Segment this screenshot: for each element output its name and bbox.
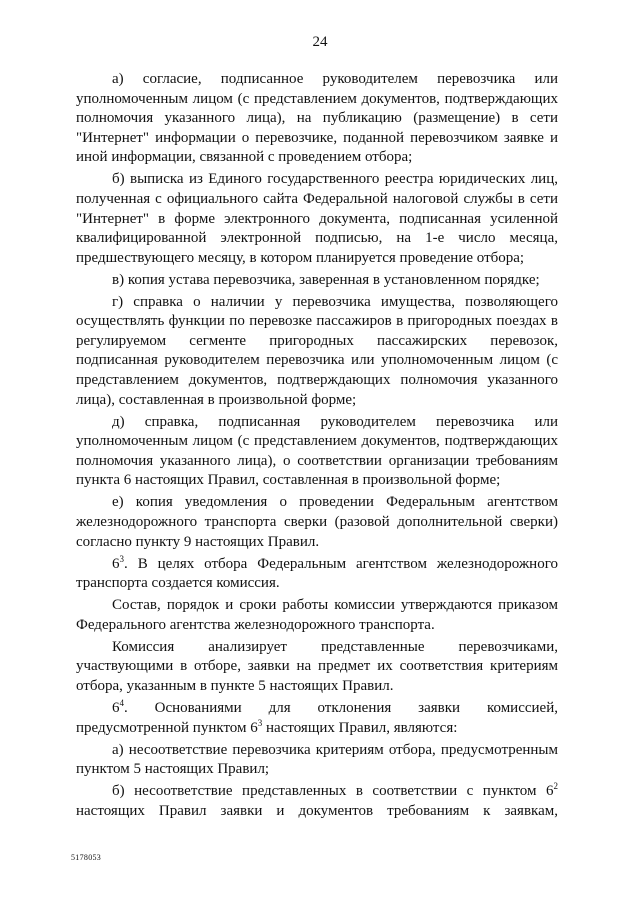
clause-superscript: 4 bbox=[119, 697, 124, 708]
clause-text: . В целях отбора Федеральным агентством железнодорожного транспорта создается комиссия. bbox=[76, 555, 558, 592]
clause-superscript: 3 bbox=[119, 553, 124, 564]
paragraph-rejection-grounds bbox=[76, 699, 558, 738]
clause-number: 6 bbox=[112, 699, 120, 716]
paragraph-property-certificate: г) справка о наличии у перевозчика имущества, позволяющего осуществлять функции по перевозке пассажиров в пригородных поездах в регулируемом сегменте пригородных пассажирских перевозок, подписанная руководителем перевозчика или уполномоченным лицом (с представлением документов, подтверждающих полномочия указанного лица), составленная в произвольной форме; bbox=[76, 293, 558, 408]
paragraph-consent: а) согласие, подписанное руководителем перевозчика или уполномоченным лицом (с представлением документов, подтверждающих полномочия указанного лица), на публикацию (размещение) в сети "Интернет" информации о перевозчике, поданной перевозчиком заявке и иной информации, связанной с проведением отбора; bbox=[76, 71, 558, 166]
clause-text: б) несоответствие представленных в соответствии с пунктом 6 bbox=[112, 783, 554, 800]
paragraph-documents-mismatch bbox=[76, 782, 558, 821]
clause-text-continued: настоящих Правил, являются: bbox=[262, 719, 458, 736]
paragraph-registry-extract: б) выписка из Единого государственного реестра юридических лиц, полученная с официального сайта Федеральной налоговой службы в сети "Интернет" в форме электронного документа, подписанная усиленной квалифицированной электронной подписью, на 1-е число месяца, предшествующего месяцу, в котором планируется проведение отбора; bbox=[76, 171, 558, 266]
paragraph-reconciliation-notice: е) копия уведомления о проведении Федеральным агентством железнодорожного транспорта сверки (разовой дополнительной сверки) согласно пункту 9 настоящих Правил. bbox=[76, 494, 558, 550]
clause-text: . Основаниями для отклонения заявки комиссией, предусмотренной пунктом 6 bbox=[76, 699, 558, 736]
document-code: 5178053 bbox=[71, 853, 102, 862]
paragraph-criteria-mismatch: а) несоответствие перевозчика критериям отбора, предусмотренным пунктом 5 настоящих Правил; bbox=[76, 741, 558, 778]
page-number: 24 bbox=[312, 34, 328, 50]
paragraph-commission-creation bbox=[76, 555, 558, 594]
reference-superscript: 3 bbox=[257, 717, 263, 728]
paragraph-commission-analysis: Комиссия анализирует представленные перевозчиками, участвующими в отборе, заявки на предмет их соответствия критериям отбора, указанным в пункте 5 настоящих Правил. bbox=[76, 638, 558, 694]
document-body bbox=[76, 70, 558, 824]
clause-number: 6 bbox=[112, 555, 120, 572]
reference-superscript: 2 bbox=[553, 781, 558, 792]
paragraph-commission-composition: Состав, порядок и сроки работы комиссии утверждаются приказом Федерального агентства железнодорожного транспорта. bbox=[76, 597, 558, 633]
paragraph-compliance-certificate: д) справка, подписанная руководителем перевозчика или уполномоченным лицом (с представлением документов, подтверждающих полномочия указанного лица), о соответствии организации требованиям пункта 6 настоящих Правил, составленная в произвольной форме; bbox=[76, 413, 558, 489]
paragraph-charter-copy: в) копия устава перевозчика, заверенная в установленном порядке; bbox=[112, 271, 540, 288]
clause-text-continued: настоящих Правил заявки и документов требованиям к заявкам, bbox=[76, 802, 558, 819]
